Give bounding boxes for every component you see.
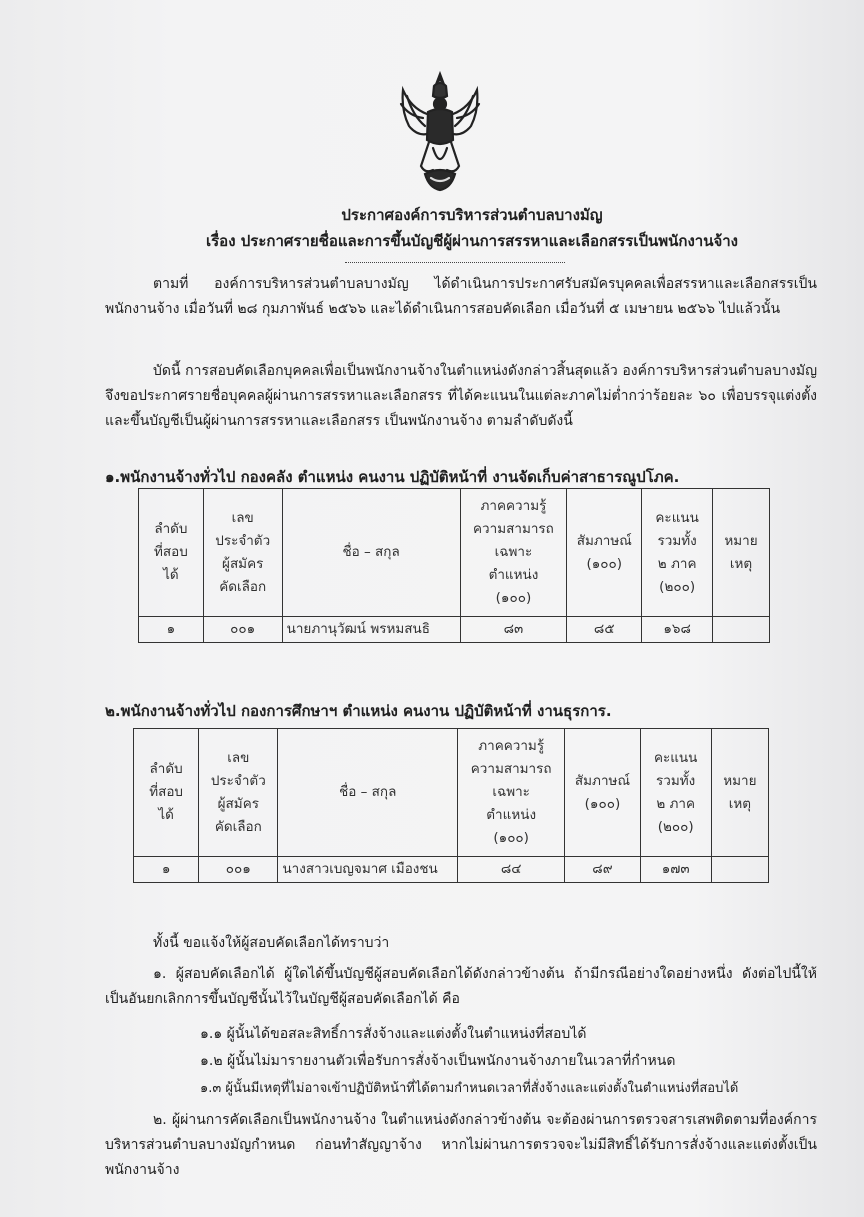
cell-remark [711,857,768,883]
table-row [139,617,770,643]
cell-knowledge-score: ๘๓ [460,617,567,643]
cell-total-score: ๑๖๘ [642,617,713,643]
col-total-score: คะแนน รวมทั้ง ๒ ภาค (๒๐๐) [640,729,711,857]
table-row [134,857,769,883]
col-total-score: คะแนน รวมทั้ง ๒ ภาค (๒๐๐) [642,489,713,617]
cell-applicant-id: ๐๐๑ [199,857,278,883]
cell-interview-score: ๘๙ [565,857,640,883]
col-remark: หมาย เหตุ [711,729,768,857]
cell-knowledge-score: ๘๔ [458,857,565,883]
garuda-emblem-icon [395,70,485,195]
notice-item-2: ๒. ผู้ผ่านการคัดเลือกเป็นพนักงานจ้าง ในตำแหน่งดังกล่าวข้างต้น จะต้องผ่านการตรวจสารเสพติดตามที่องค์การบริหารส่วนตำบลบางมัญกำหนด ก่อนทำสัญญาจ้าง หากไม่ผ่านการตรวจจะไม่มีสิทธิ์ได้รับการสั่งจ้างและแต่งตั้งเป็นพนักงานจ้าง [105,1112,817,1178]
cell-name: นายภานุวัฒน์ พรหมสนธิ [282,617,460,643]
col-name: ชื่อ – สกุล [278,729,458,857]
intro-paragraph-2: บัดนี้ การสอบคัดเลือกบุคคลเพื่อเป็นพนักงานจ้างในตำแหน่งดังกล่าวสิ้นสุดแล้ว องค์การบริหารส่วนตำบลบางมัญ จึงขอประกาศรายชื่อบุคคลผู้ผ่านการสรรหาและเลือกสรร ที่ได้คะแนนในแต่ละภาคไม่ต่ำกว่าร้อยละ ๖๐ เพื่อบรรจุแต่งตั้ง และขึ้นบัญชีเป็นผู้ผ่านการสรรหาและเลือกสรร เป็นพนักงานจ้าง ตามลำดับดังนี้ [105,363,817,429]
col-applicant-id: เลข ประจำตัว ผู้สมัคร คัดเลือก [199,729,278,857]
col-remark: หมาย เหตุ [713,489,770,617]
cell-rank: ๑ [139,617,204,643]
section-1-heading: ๑.พนักงานจ้างทั่วไป กองคลัง ตำแหน่ง คนงาน ปฏิบัติหน้าที่ งานจัดเก็บค่าสาธารณูปโภค. [105,468,680,486]
cell-name: นางสาวเบญจมาศ เมืองชน [278,857,458,883]
table-header-row [139,489,770,617]
announcement-subject: เรื่อง ประกาศรายชื่อและการขึ้นบัญชีผู้ผ่านการสรรหาและเลือกสรรเป็นพนักงานจ้าง [206,232,738,250]
col-knowledge-score: ภาคความรู้ ความสามารถ เฉพาะ ตำแหน่ง (๑๐๐) [458,729,565,857]
table-header-row [134,729,769,857]
col-interview-score: สัมภาษณ์ (๑๐๐) [567,489,642,617]
cell-rank: ๑ [134,857,199,883]
section-2-heading: ๒.พนักงานจ้างทั่วไป กองการศึกษาฯ ตำแหน่ง คนงาน ปฏิบัติหน้าที่ งานธุรการ. [105,702,612,720]
score-table-2 [133,728,769,883]
condition-1-2: ๑.๒ ผู้นั้นไม่มารายงานตัวเพื่อรับการสั่งจ้างเป็นพนักงานจ้างภายในเวลาที่กำหนด [200,1053,676,1069]
announcement-issuer: ประกาศองค์การบริหารส่วนตำบลบางมัญ [341,206,603,224]
condition-1-3: ๑.๓ ผู้นั้นมีเหตุที่ไม่อาจเข้าปฏิบัติหน้าที่ได้ตามกำหนดเวลาที่สั่งจ้างและแต่งตั้งในตำแหน่งที่สอบได้ [200,1081,739,1096]
col-interview-score: สัมภาษณ์ (๑๐๐) [565,729,640,857]
col-name: ชื่อ – สกุล [282,489,460,617]
condition-1-1: ๑.๑ ผู้นั้นได้ขอสละสิทธิ์การสั่งจ้างและแต่งตั้งในตำแหน่งที่สอบได้ [200,1026,587,1042]
divider [345,262,565,263]
notice-item-1: ๑. ผู้สอบคัดเลือกได้ ผู้ใดได้ขึ้นบัญชีผู้สอบคัดเลือกได้ดังกล่าวข้างต้น ถ้ามีกรณีอย่างใดอย่างหนึ่ง ดังต่อไปนี้ให้เป็นอันยกเลิกการขึ้นบัญชีนั้นไว้ในบัญชีผู้สอบคัดเลือกได้ คือ [105,966,817,1007]
col-applicant-id: เลข ประจำตัว ผู้สมัคร คัดเลือก [203,489,282,617]
col-knowledge-score: ภาคความรู้ ความสามารถ เฉพาะ ตำแหน่ง (๑๐๐) [460,489,567,617]
col-rank: ลำดับ ที่สอบ ได้ [134,729,199,857]
cell-remark [713,617,770,643]
notice-intro: ทั้งนี้ ขอแจ้งให้ผู้สอบคัดเลือกได้ทราบว่า [153,935,390,951]
cell-total-score: ๑๗๓ [640,857,711,883]
cell-interview-score: ๘๕ [567,617,642,643]
col-rank: ลำดับ ที่สอบ ได้ [139,489,204,617]
intro-paragraph-1: ตามที่ องค์การบริหารส่วนตำบลบางมัญ ได้ดำเนินการประกาศรับสมัครบุคคลเพื่อสรรหาและเลือกสรรเป็นพนักงานจ้าง เมื่อวันที่ ๒๘ กุมภาพันธ์ ๒๕๖๖ และได้ดำเนินการสอบคัดเลือก เมื่อวันที่ ๕ เมษายน ๒๕๖๖ ไปแล้วนั้น [105,276,817,317]
cell-applicant-id: ๐๐๑ [203,617,282,643]
score-table-1 [138,488,770,643]
